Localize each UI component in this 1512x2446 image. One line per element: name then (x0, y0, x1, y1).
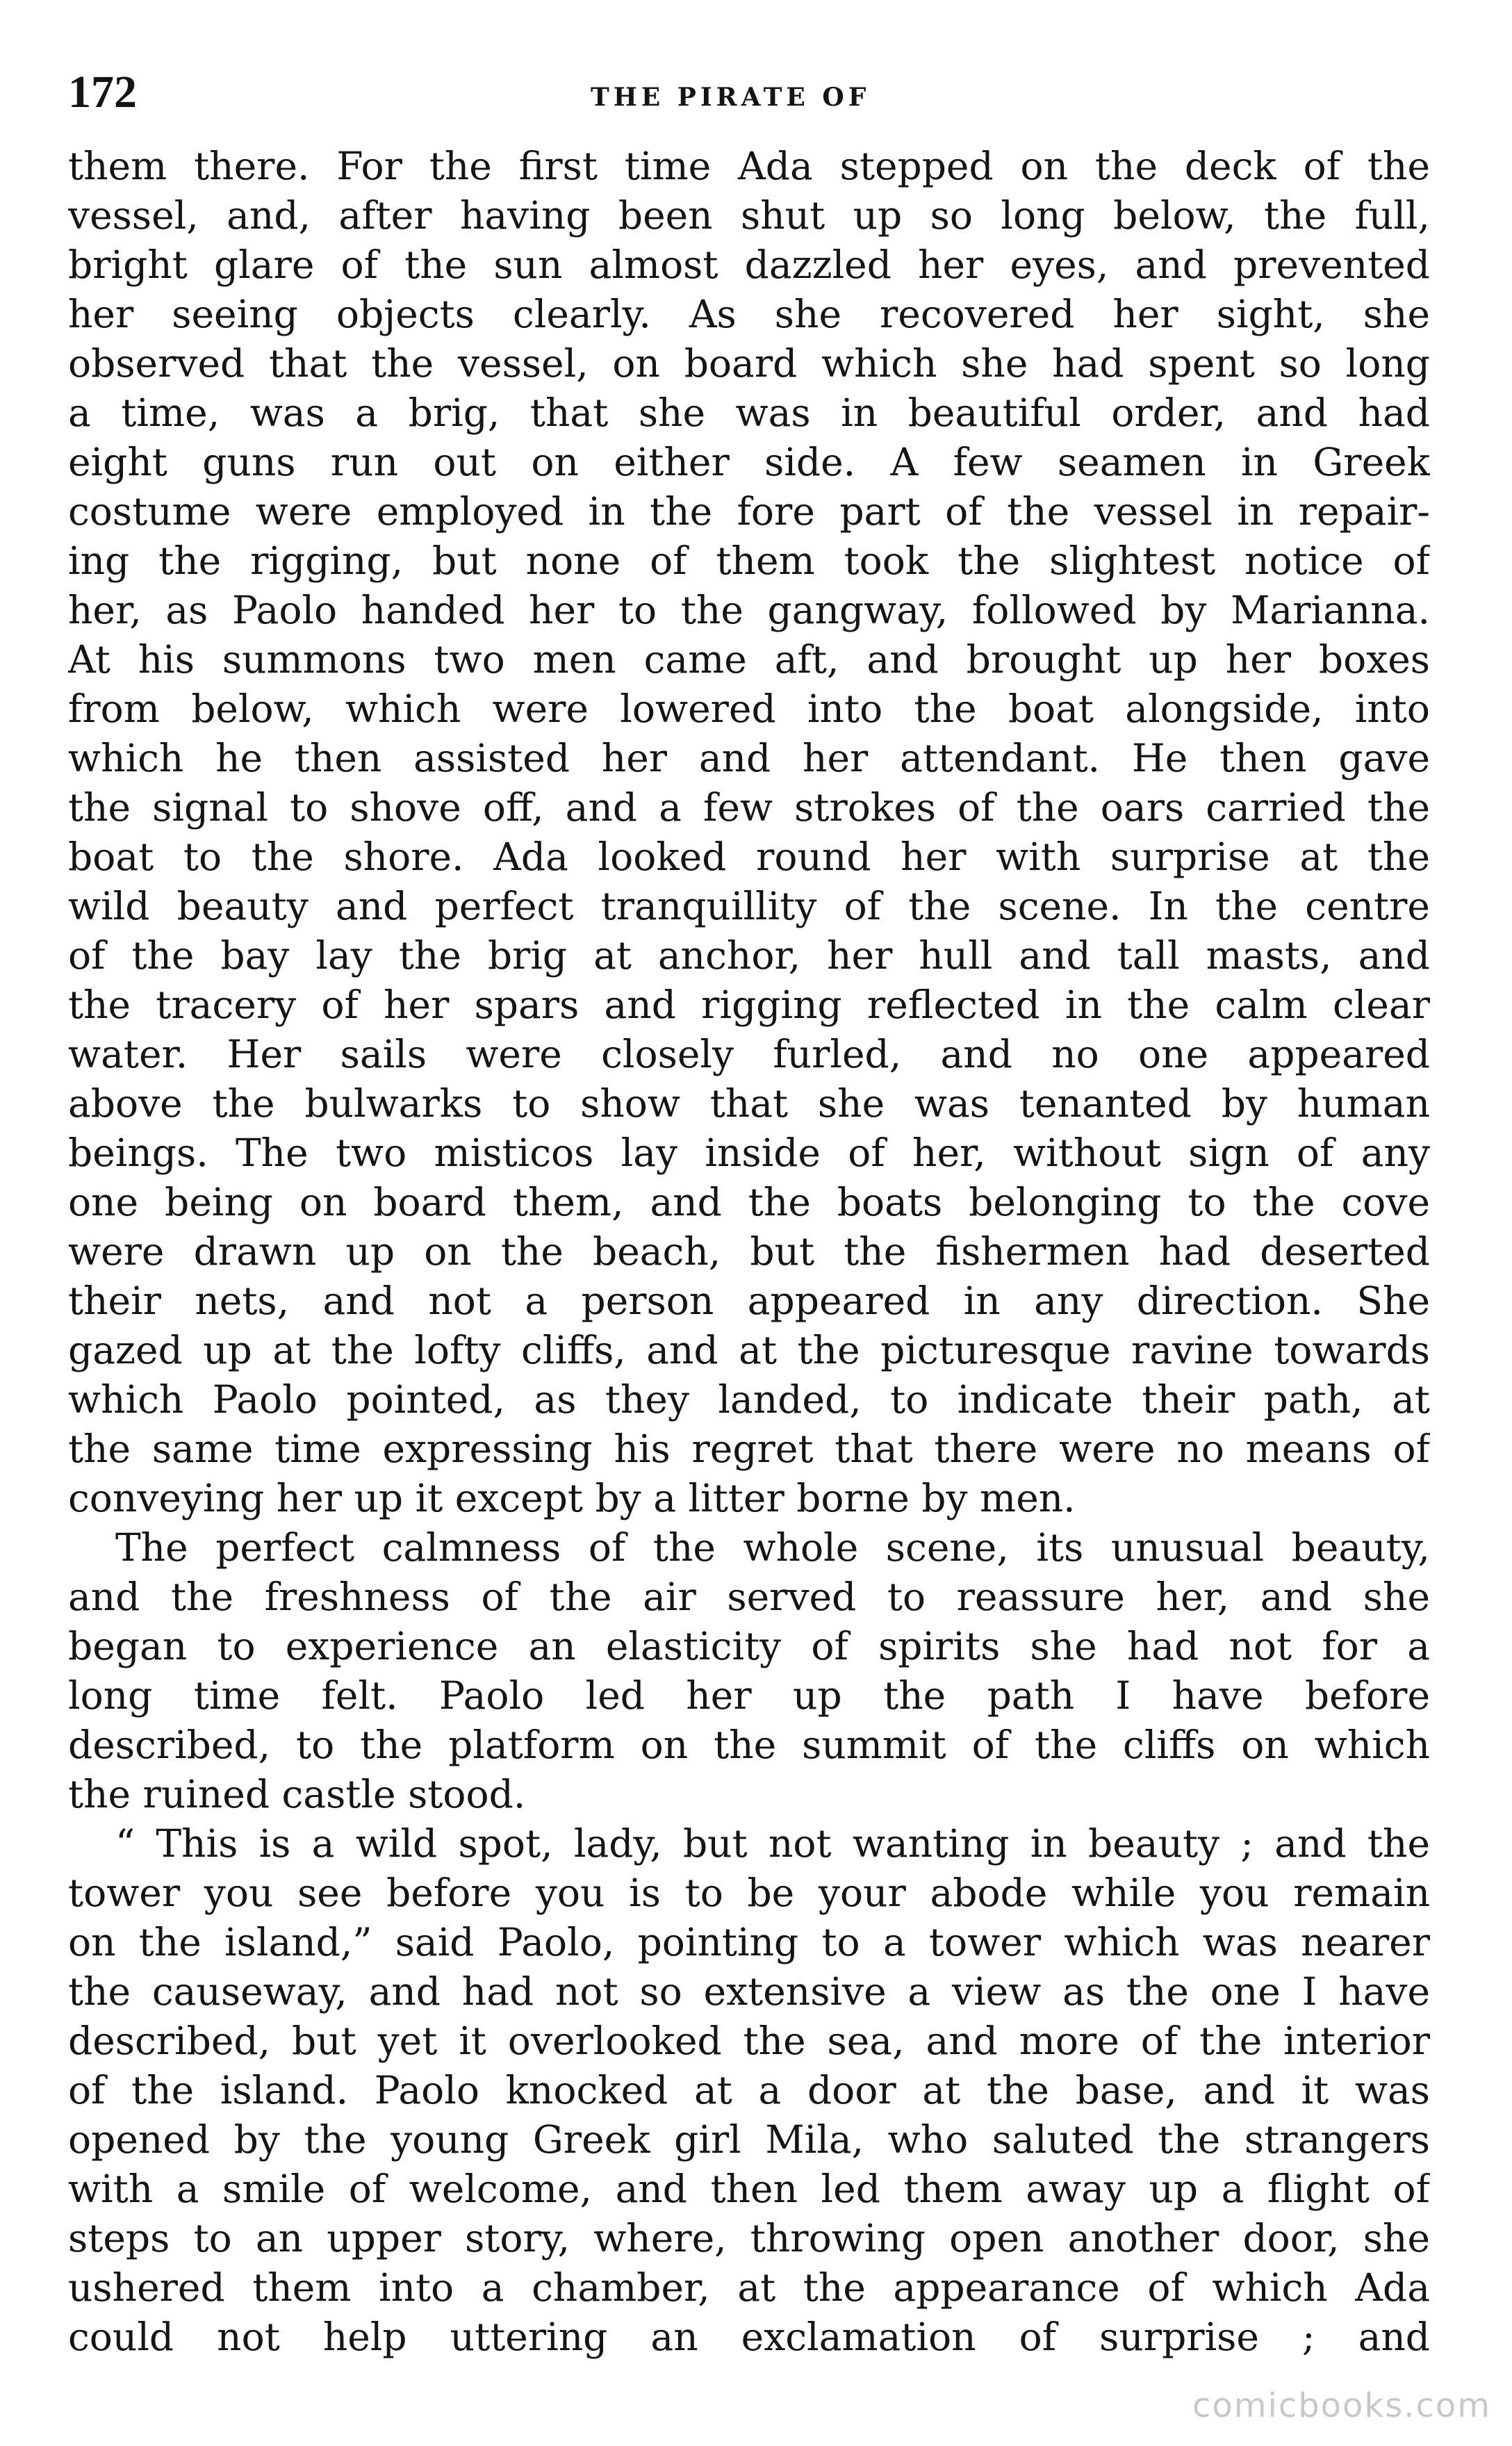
text-line: which he then assisted her and her attendant. He then gave (68, 736, 1430, 780)
text-line: of the bay lay the brig at anchor, her hull and tall masts, and (68, 933, 1430, 978)
text-line: eight guns run out on either side. A few seamen in Greek (68, 440, 1430, 484)
text-line: and the freshness of the air served to reassure her, and she (68, 1575, 1430, 1619)
text-line: vessel, and, after having been shut up so long below, the full, (68, 193, 1430, 238)
body-text (68, 142, 1430, 2362)
text-line: conveying her up it except by a litter borne by men. (68, 1476, 1076, 1520)
text-line: could not help uttering an exclamation of surprise ; and (68, 2315, 1430, 2359)
text-line: ushered them into a chamber, at the appearance of which Ada (68, 2265, 1430, 2310)
text-line: At his summons two men came aft, and brought up her boxes (68, 637, 1430, 682)
text-line: her, as Paolo handed her to the gangway, followed by Marianna. (68, 588, 1430, 632)
text-line: on the island,” said Paolo, pointing to a tower which was nearer (68, 1920, 1430, 1964)
text-line: costume were employed in the fore part of the vessel in repair- (68, 489, 1430, 534)
text-line: described, to the platform on the summit of the cliffs on which (68, 1723, 1430, 1767)
watermark: comicbooks.com (1192, 2386, 1491, 2425)
text-line: from below, which were lowered into the boat alongside, into (68, 687, 1430, 731)
text-line: water. Her sails were closely furled, and no one appeared (68, 1032, 1430, 1076)
text-line: one being on board them, and the boats belonging to the cove (68, 1180, 1430, 1224)
text-line: wild beauty and perfect tranquillity of the scene. In the centre (68, 884, 1430, 928)
text-line: were drawn up on the beach, but the fishermen had deserted (68, 1229, 1430, 1274)
text-line: the same time expressing his regret that there were no means of (68, 1427, 1430, 1471)
text-line: which Paolo pointed, as they landed, to indicate their path, at (68, 1377, 1430, 1422)
text-line: long time felt. Paolo led her up the path I have before (68, 1673, 1430, 1718)
text-line: boat to the shore. Ada looked round her with surprise at the (68, 835, 1430, 879)
text-line: above the bulwarks to show that she was tenanted by human (68, 1081, 1430, 1126)
page-number: 172 (68, 67, 137, 117)
text-line: steps to an upper story, where, throwing open another door, she (68, 2216, 1430, 2260)
text-line: described, but yet it overlooked the sea, and more of the interior (68, 2019, 1430, 2063)
text-line: bright glare of the sun almost dazzled her eyes, and prevented (68, 243, 1430, 287)
text-line: tower you see before you is to be your abode while you remain (68, 1871, 1430, 1915)
text-line: The perfect calmness of the whole scene, its unusual beauty, (115, 1525, 1430, 1570)
page-header (68, 61, 1430, 124)
text-line: observed that the vessel, on board which she had spent so long (68, 341, 1430, 386)
text-line: ing the rigging, but none of them took the slightest notice of (68, 539, 1430, 583)
text-line: a time, was a brig, that she was in beautiful order, and had (68, 391, 1430, 435)
text-line: the ruined castle stood. (68, 1772, 526, 1816)
text-line: opened by the young Greek girl Mila, who saluted the strangers (68, 2117, 1430, 2162)
text-line: them there. For the first time Ada stepped on the deck of the (68, 144, 1430, 188)
text-line: beings. The two misticos lay inside of her, without sign of any (68, 1131, 1430, 1175)
text-line: their nets, and not a person appeared in any direction. She (68, 1279, 1430, 1323)
text-line: the tracery of her spars and rigging reflected in the calm clear (68, 983, 1430, 1027)
text-line: of the island. Paolo knocked at a door at the base, and it was (68, 2068, 1430, 2112)
running-head: THE PIRATE OF (591, 83, 871, 112)
text-line: gazed up at the lofty cliffs, and at the picturesque ravine towards (68, 1328, 1430, 1372)
text-line: “ This is a wild spot, lady, but not wanting in beauty ; and the (115, 1821, 1430, 1866)
text-line: the causeway, and had not so extensive a view as the one I have (68, 1969, 1430, 2014)
text-line: began to experience an elasticity of spirits she had not for a (68, 1624, 1430, 1668)
text-line: her seeing objects clearly. As she recovered her sight, she (68, 292, 1430, 336)
text-line: with a smile of welcome, and then led them away up a flight of (68, 2167, 1430, 2211)
text-line: the signal to shove off, and a few strokes of the oars carried the (68, 785, 1430, 830)
